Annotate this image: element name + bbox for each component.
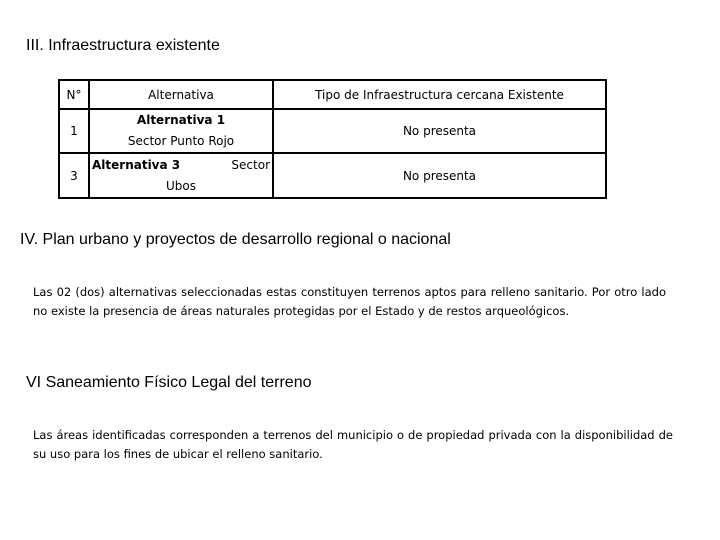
alternativa-name: Alternativa 1 [136,113,226,127]
alternativa-sector: Ubos [166,178,196,193]
infrastructure-table [58,79,607,199]
section-3-heading: III. Infraestructura existente [26,37,220,54]
table-row [59,109,606,153]
alternativa-name: Alternativa 3 [92,157,181,172]
table-row [59,153,606,198]
row-number: 1 [59,109,89,153]
section-4-body: Las 02 (dos) alternativas seleccionadas estas constituyen terrenos aptos para relleno sanitario. Por otro lado no existe la presencia de áreas naturales protegidas por el Estado y de restos arqueológicos. [33,285,666,318]
row-tipo: No presenta [273,153,606,198]
alternativa-sector-word: Sector [231,157,270,172]
section-6-body: Las áreas identificadas corresponden a terrenos del municipio o de propiedad privada con la disponibilidad de su uso para los fines de ubicar el relleno sanitario. [33,428,673,461]
row-number: 3 [59,153,89,198]
alternativa-sector: Sector Punto Rojo [127,134,235,148]
row-tipo: No presenta [273,109,606,153]
section-6-heading: VI Saneamiento Físico Legal del terreno [26,374,312,391]
row-alternativa [89,109,273,153]
header-tipo: Tipo de Infraestructura cercana Existente [273,80,606,109]
table-header-row [59,80,606,109]
header-number: N° [59,80,89,109]
header-alternativa: Alternativa [89,80,273,109]
section-4-heading: IV. Plan urbano y proyectos de desarrollo regional o nacional [20,231,451,248]
row-alternativa [89,153,273,198]
